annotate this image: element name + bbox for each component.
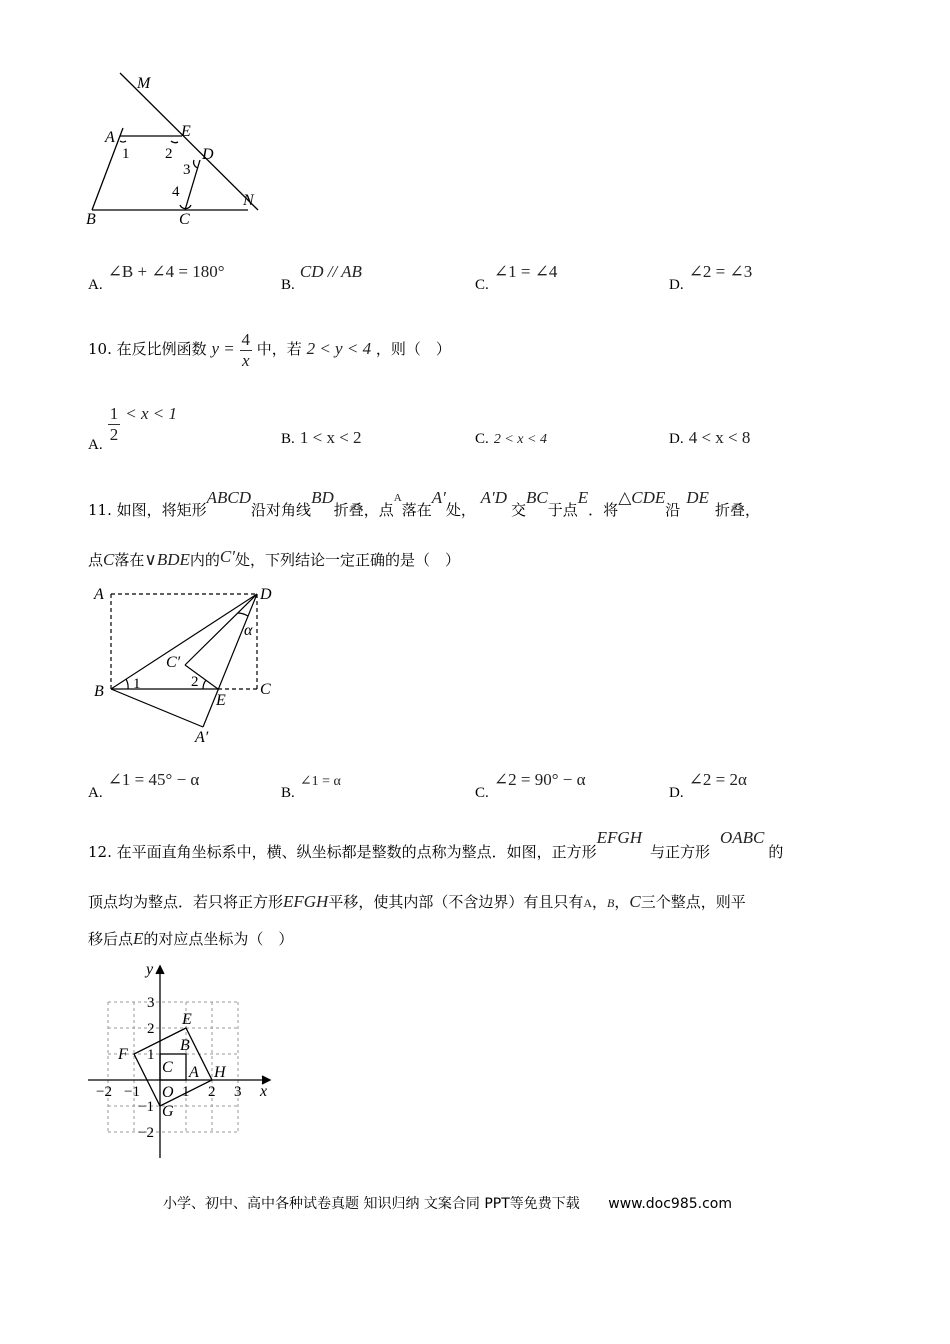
q12-text: 在平面直角坐标系中，横、纵坐标都是整数的点称为整点．如图，正方形 — [116, 843, 597, 861]
q11-math: A′D — [480, 488, 508, 507]
option-text: ∠1 = ∠4 — [493, 262, 558, 281]
q12-text: 平移，使其内部（不含边界）有且只有 — [328, 893, 584, 911]
q9-label-E: E — [181, 123, 191, 140]
option-text: ∠1 = α — [299, 774, 341, 789]
option-text: ∠1 = 45° − α — [107, 770, 200, 789]
q12-math: OABC — [720, 828, 765, 847]
option-text: 1 < x < 2 — [299, 428, 362, 447]
q11-option-b[interactable] — [281, 770, 341, 801]
q10-post: ，则（ ） — [375, 340, 451, 358]
q12-label-O: O — [162, 1084, 174, 1101]
q12-label-C: C — [162, 1059, 173, 1076]
q11-label-D: D — [260, 586, 272, 603]
q11-text: ．将 — [588, 501, 619, 519]
option-text: CD // AB — [299, 262, 362, 281]
q12-tick-xm2: −2 — [96, 1084, 112, 1100]
q9-option-c[interactable] — [475, 262, 558, 293]
q11-label-C: C — [260, 681, 271, 698]
option-text: 2 < x < 4 — [493, 432, 547, 447]
option-text: ∠B + ∠4 = 180° — [107, 262, 225, 281]
q9-angle-1: 1 — [122, 146, 130, 162]
q11-label-A1: A′ — [195, 729, 209, 746]
q12-text: 的 — [768, 843, 784, 861]
option-text: ∠2 = 2α — [688, 770, 747, 789]
q10-pre: 在反比例函数 — [116, 340, 207, 358]
q10-option-c[interactable] — [475, 428, 547, 448]
q12-stem-line2 — [88, 888, 746, 917]
q10-number: 10. — [88, 340, 112, 358]
q12-text: 的对应点坐标为（ ） — [143, 930, 294, 948]
q10-mid: 中，若 — [256, 340, 302, 358]
q11-text: 处，下列结论一定正确的是（ ） — [234, 551, 460, 569]
q11-math: BC — [526, 488, 548, 507]
option-fraction — [108, 404, 121, 445]
q12-text: ， — [592, 893, 608, 911]
q9-label-B: B — [86, 211, 96, 228]
q12-stem-line1 — [88, 830, 783, 874]
q11-text: 沿对角线 — [251, 501, 312, 519]
q11-angle-2: 2 — [191, 674, 199, 690]
option-text: 4 < x < 8 — [688, 428, 751, 447]
option-frac-num: 1 — [109, 404, 119, 423]
q11-text: 落在 — [114, 551, 145, 569]
q11-angle-1: 1 — [133, 676, 141, 692]
q10-option-a[interactable] — [88, 404, 178, 453]
q11-text: 折叠，点 — [333, 501, 394, 519]
q12-math: B — [607, 896, 615, 910]
q11-label-A: A — [94, 586, 104, 603]
q11-math: C — [103, 550, 115, 569]
q9-angle-4: 4 — [172, 184, 180, 200]
q10-stem — [88, 318, 451, 380]
q11-number: 11. — [88, 501, 112, 519]
option-letter: A. — [88, 277, 103, 293]
q12-tick-x1: 1 — [182, 1084, 190, 1100]
option-letter: B. — [281, 785, 295, 801]
q10-func-lhs: y = — [211, 339, 235, 358]
q12-label-H: H — [214, 1064, 226, 1081]
q12-text: ， — [614, 893, 630, 911]
q9-option-d[interactable] — [669, 262, 753, 293]
q11-text: 内的 — [189, 551, 220, 569]
q9-angle-2: 2 — [165, 146, 173, 162]
q12-tick-xm1: −1 — [124, 1084, 140, 1100]
option-text: ∠2 = 90° − α — [493, 770, 586, 789]
q11-text: 落在 — [401, 501, 432, 519]
q12-tick-y1: 1 — [147, 1047, 155, 1063]
q11-math: E — [577, 488, 589, 507]
option-letter: A. — [88, 437, 103, 453]
q12-tick-x3: 3 — [234, 1084, 242, 1100]
q11-math: A — [393, 492, 402, 504]
q9-label-M: M — [137, 75, 151, 92]
q11-text: 折叠， — [714, 501, 760, 519]
q12-label-F: F — [118, 1046, 128, 1063]
q12-text: 移后点 — [88, 930, 134, 948]
option-letter: D. — [669, 431, 684, 447]
q12-math: C — [629, 892, 641, 911]
q12-text: 顶点均为整点．若只将正方形 — [88, 893, 284, 911]
q11-stem-line1 — [88, 490, 760, 532]
q11-math: △CDE — [618, 488, 666, 507]
option-text: ∠2 = ∠3 — [688, 262, 753, 281]
q9-option-a[interactable] — [88, 262, 225, 293]
q9-label-C: C — [179, 211, 190, 228]
q11-label-C1: C′ — [166, 654, 181, 671]
q11-text: 交 — [511, 501, 527, 519]
q9-label-A: A — [105, 129, 115, 146]
option-letter: D. — [669, 277, 684, 293]
q10-option-b[interactable] — [281, 428, 362, 448]
q12-text: 三个整点，则平 — [640, 893, 746, 911]
q11-label-B: B — [94, 683, 104, 700]
q12-axis-y: y — [146, 961, 154, 978]
q12-tick-y3: 3 — [147, 995, 155, 1011]
q12-label-G: G — [162, 1103, 174, 1120]
q12-label-B: B — [180, 1037, 190, 1054]
q11-math: ABCD — [206, 488, 252, 507]
q9-label-N: N — [243, 192, 254, 209]
q11-math: A′ — [431, 488, 446, 507]
q11-text: 如图，将矩形 — [116, 501, 207, 519]
q11-option-c[interactable] — [475, 770, 586, 801]
q12-number: 12. — [88, 843, 112, 861]
option-text: < x < 1 — [125, 404, 178, 423]
q11-math: DE — [686, 488, 709, 507]
q12-stem-line3 — [88, 925, 293, 953]
option-letter: C. — [475, 277, 489, 293]
q9-angle-3: 3 — [183, 162, 191, 178]
q11-label-E: E — [216, 692, 226, 709]
q10-cond: 2 < y < 4 — [306, 339, 372, 358]
footer-url[interactable]: www.doc985.com — [608, 1196, 732, 1212]
q12-label-A: A — [189, 1064, 199, 1081]
q12-tick-ym1: −1 — [138, 1099, 154, 1115]
option-frac-den: 2 — [109, 425, 119, 444]
option-letter: B. — [281, 277, 295, 293]
option-letter: B. — [281, 431, 295, 447]
q12-tick-y2: 2 — [147, 1021, 155, 1037]
q11-text: 沿 — [665, 501, 681, 519]
q10-func-den: x — [241, 350, 250, 370]
q12-figure — [85, 960, 285, 1160]
q11-math: BD — [311, 488, 334, 507]
q11-stem-line2 — [88, 545, 460, 575]
q11-math: ∨BDE — [144, 550, 190, 569]
q11-text: 点 — [88, 551, 104, 569]
option-letter: C. — [475, 785, 489, 801]
q12-text: 与正方形 — [649, 843, 710, 861]
q12-math: E — [133, 929, 144, 948]
q10-option-d[interactable] — [669, 428, 750, 448]
q11-option-a[interactable] — [88, 770, 200, 801]
q11-figure — [88, 583, 288, 748]
option-letter: C. — [475, 431, 489, 447]
q11-math: C′ — [219, 547, 235, 566]
q12-math: EFGH — [596, 828, 642, 847]
q12-tick-x2: 2 — [208, 1084, 216, 1100]
page-footer — [163, 1193, 732, 1213]
q11-option-d[interactable] — [669, 770, 747, 801]
q11-text: 处， — [445, 501, 476, 519]
q11-text: 于点 — [547, 501, 578, 519]
q12-math: A — [583, 896, 593, 910]
q10-func-num: 4 — [241, 329, 250, 349]
q10-func-fraction — [240, 330, 253, 371]
q12-tick-ym2: −2 — [138, 1125, 154, 1141]
q12-axis-x: x — [260, 1083, 268, 1100]
q12-label-E: E — [182, 1011, 192, 1028]
footer-left-text: 小学、初中、高中各种试卷真题 知识归纳 文案合同 PPT等免费下载 — [163, 1196, 580, 1212]
option-letter: D. — [669, 785, 684, 801]
q12-math: EFGH — [283, 892, 329, 911]
q9-figure — [80, 66, 280, 236]
q9-label-D: D — [202, 146, 214, 163]
option-letter: A. — [88, 785, 103, 801]
q11-angle-alpha: α — [244, 622, 253, 639]
q9-option-b[interactable] — [281, 262, 362, 293]
